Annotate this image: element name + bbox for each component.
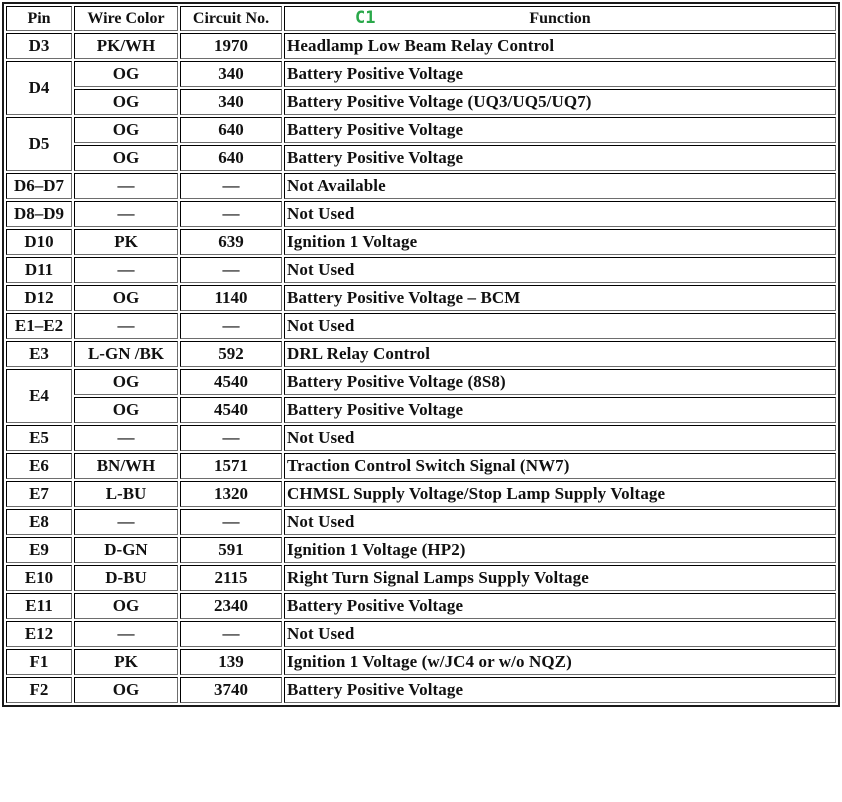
circuit-number-cell: — (180, 425, 282, 451)
table-row (6, 649, 836, 675)
table-row (6, 89, 836, 115)
pin-cell: E1–E2 (6, 313, 72, 339)
circuit-number-cell: 592 (180, 341, 282, 367)
function-cell: Battery Positive Voltage (284, 677, 836, 703)
table-row (6, 565, 836, 591)
circuit-number-cell: 1320 (180, 481, 282, 507)
circuit-number-cell: — (180, 201, 282, 227)
table-row (6, 677, 836, 703)
circuit-number-cell: — (180, 173, 282, 199)
circuit-number-cell: 1571 (180, 453, 282, 479)
pin-table-body (6, 33, 836, 703)
pin-cell: D4 (6, 61, 72, 115)
circuit-number-cell: 2340 (180, 593, 282, 619)
circuit-number-cell: 640 (180, 117, 282, 143)
function-cell: Not Used (284, 425, 836, 451)
pin-cell: D11 (6, 257, 72, 283)
function-cell: Not Used (284, 621, 836, 647)
wire-color-cell: OG (74, 61, 178, 87)
pin-cell: E5 (6, 425, 72, 451)
wire-color-cell: OG (74, 677, 178, 703)
function-cell: Battery Positive Voltage (284, 397, 836, 423)
pin-cell: E10 (6, 565, 72, 591)
function-cell: Battery Positive Voltage (284, 145, 836, 171)
function-cell: Not Available (284, 173, 836, 199)
wire-color-cell: — (74, 257, 178, 283)
circuit-number-cell: 1140 (180, 285, 282, 311)
wire-color-cell: L-BU (74, 481, 178, 507)
wire-color-cell: — (74, 509, 178, 535)
circuit-number-cell: 4540 (180, 397, 282, 423)
pin-cell: D12 (6, 285, 72, 311)
pin-cell: E4 (6, 369, 72, 423)
function-cell: Battery Positive Voltage (8S8) (284, 369, 836, 395)
header-function: Function (529, 9, 591, 27)
wire-color-cell: BN/WH (74, 453, 178, 479)
circuit-number-cell: 139 (180, 649, 282, 675)
wire-color-cell: — (74, 201, 178, 227)
wire-color-cell: OG (74, 397, 178, 423)
header-wire-color: Wire Color (74, 6, 178, 31)
wire-color-cell: D-BU (74, 565, 178, 591)
circuit-number-cell: 640 (180, 145, 282, 171)
wire-color-cell: PK (74, 229, 178, 255)
wire-color-cell: OG (74, 593, 178, 619)
wire-color-cell: — (74, 173, 178, 199)
circuit-number-cell: 2115 (180, 565, 282, 591)
table-row (6, 425, 836, 451)
wire-color-cell: OG (74, 145, 178, 171)
table-row (6, 145, 836, 171)
table-row (6, 257, 836, 283)
pin-cell: D5 (6, 117, 72, 171)
table-row (6, 453, 836, 479)
header-pin: Pin (6, 6, 72, 31)
table-row (6, 509, 836, 535)
header-circuit-no: Circuit No. (180, 6, 282, 31)
wire-color-cell: — (74, 621, 178, 647)
pin-cell: E8 (6, 509, 72, 535)
wire-color-cell: — (74, 313, 178, 339)
pin-cell: E11 (6, 593, 72, 619)
function-cell: Not Used (284, 313, 836, 339)
pin-cell: D3 (6, 33, 72, 59)
table-row (6, 173, 836, 199)
circuit-number-cell: — (180, 621, 282, 647)
circuit-number-cell: 639 (180, 229, 282, 255)
function-cell: Ignition 1 Voltage (w/JC4 or w/o NQZ) (284, 649, 836, 675)
wire-color-cell: OG (74, 369, 178, 395)
circuit-number-cell: — (180, 509, 282, 535)
table-row (6, 117, 836, 143)
pin-cell: E3 (6, 341, 72, 367)
function-cell: Ignition 1 Voltage (284, 229, 836, 255)
pin-table (2, 2, 840, 707)
function-cell: Headlamp Low Beam Relay Control (284, 33, 836, 59)
wire-color-cell: OG (74, 285, 178, 311)
pin-cell: D6–D7 (6, 173, 72, 199)
table-row (6, 593, 836, 619)
table-row (6, 201, 836, 227)
table-row (6, 313, 836, 339)
wire-color-cell: OG (74, 117, 178, 143)
function-cell: Right Turn Signal Lamps Supply Voltage (284, 565, 836, 591)
table-row (6, 397, 836, 423)
table-row (6, 285, 836, 311)
pin-cell: E12 (6, 621, 72, 647)
header-row (6, 6, 836, 31)
circuit-number-cell: — (180, 257, 282, 283)
table-row (6, 369, 836, 395)
table-row (6, 537, 836, 563)
pin-cell: D10 (6, 229, 72, 255)
table-row (6, 229, 836, 255)
wire-color-cell: PK (74, 649, 178, 675)
function-cell: Not Used (284, 257, 836, 283)
circuit-number-cell: 3740 (180, 677, 282, 703)
header-function-cell (284, 6, 836, 31)
table-row (6, 481, 836, 507)
table-row (6, 621, 836, 647)
pin-cell: D8–D9 (6, 201, 72, 227)
pin-cell: E9 (6, 537, 72, 563)
wire-color-cell: OG (74, 89, 178, 115)
pin-cell: F1 (6, 649, 72, 675)
wire-color-cell: L-GN /BK (74, 341, 178, 367)
circuit-number-cell: 340 (180, 89, 282, 115)
table-row (6, 33, 836, 59)
function-cell: Ignition 1 Voltage (HP2) (284, 537, 836, 563)
table-row (6, 61, 836, 87)
wire-color-cell: — (74, 425, 178, 451)
pin-cell: E6 (6, 453, 72, 479)
function-cell: Not Used (284, 509, 836, 535)
circuit-number-cell: 340 (180, 61, 282, 87)
function-cell: CHMSL Supply Voltage/Stop Lamp Supply Voltage (284, 481, 836, 507)
function-cell: Battery Positive Voltage (284, 593, 836, 619)
function-cell: Battery Positive Voltage (284, 61, 836, 87)
table-row (6, 341, 836, 367)
circuit-number-cell: 1970 (180, 33, 282, 59)
pin-cell: F2 (6, 677, 72, 703)
function-cell: Battery Positive Voltage (UQ3/UQ5/UQ7) (284, 89, 836, 115)
wire-color-cell: D-GN (74, 537, 178, 563)
function-cell: Traction Control Switch Signal (NW7) (284, 453, 836, 479)
function-cell: DRL Relay Control (284, 341, 836, 367)
function-cell: Not Used (284, 201, 836, 227)
circuit-number-cell: — (180, 313, 282, 339)
circuit-number-cell: 4540 (180, 369, 282, 395)
circuit-number-cell: 591 (180, 537, 282, 563)
function-cell: Battery Positive Voltage – BCM (284, 285, 836, 311)
connector-label: C1 (355, 8, 376, 28)
pin-cell: E7 (6, 481, 72, 507)
function-cell: Battery Positive Voltage (284, 117, 836, 143)
wire-color-cell: PK/WH (74, 33, 178, 59)
